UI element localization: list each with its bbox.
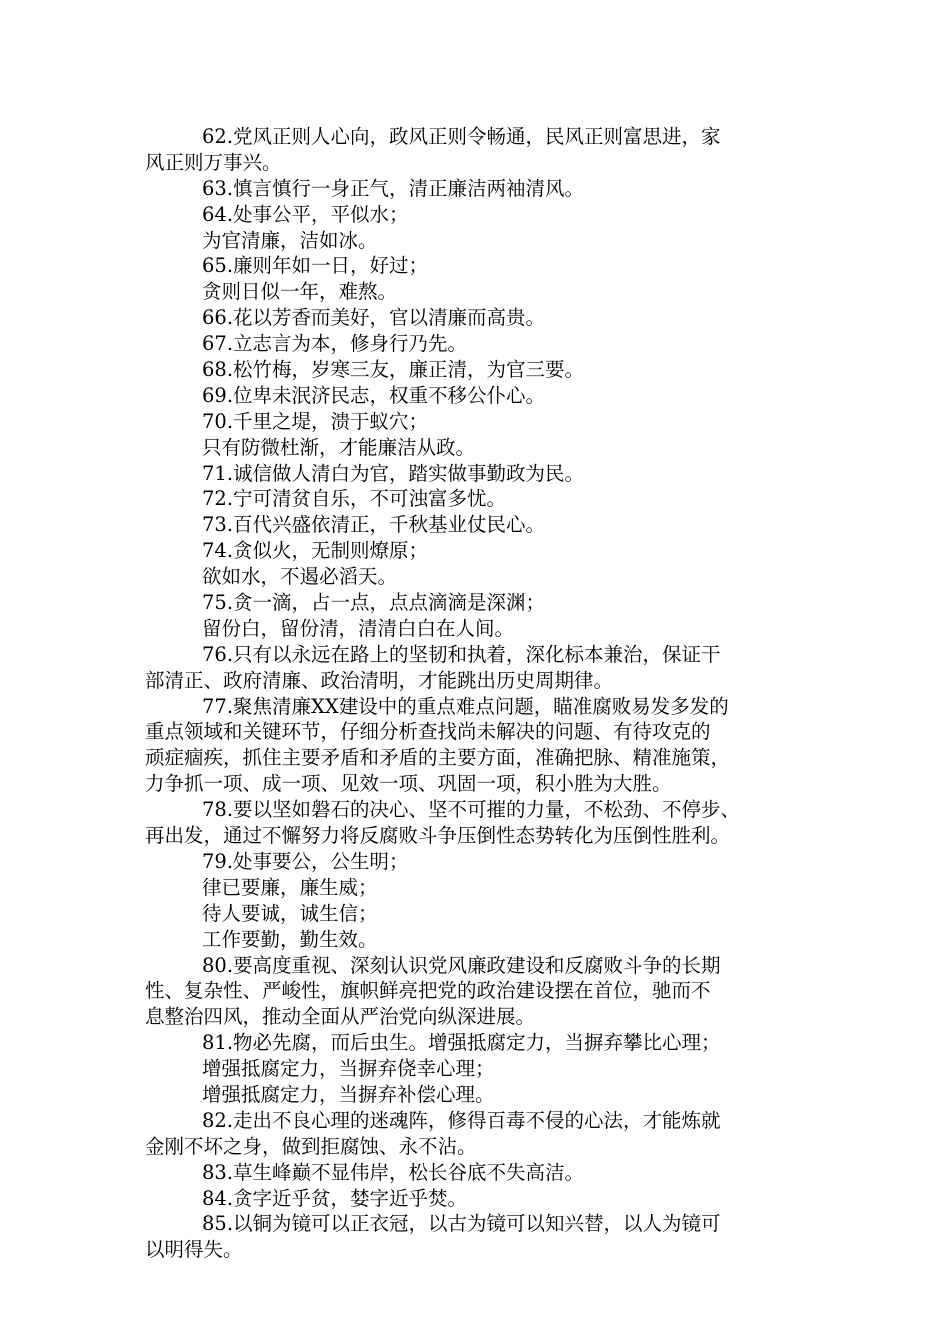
text-line: 再出发，通过不懈努力将反腐败斗争压倒性态势转化为压倒性胜利。 [145, 824, 731, 848]
text-line: 顽症痼疾，抓住主要矛盾和矛盾的主要方面，准确把脉、精准施策， [145, 746, 731, 770]
text-line: 64.处事公平，平似水； [202, 202, 409, 226]
document-page [145, 124, 810, 1263]
text-line: 息整治四风，推动全面从严治党向纵深进展。 [145, 1005, 536, 1029]
text-line: 68.松竹梅，岁寒三友，廉正清，为官三要。 [202, 358, 585, 382]
text-line: 欲如水，不遏必滔天。 [202, 565, 398, 589]
text-line: 部清正、政府清廉、政治清明，才能跳出历史周期律。 [145, 668, 614, 692]
text-line: 67.立志言为本，修身行乃先。 [202, 332, 468, 356]
text-line: 78.要以坚如磐石的决心、坚不可摧的力量，不松劲、不停步、 [202, 798, 741, 822]
text-line: 84.贪字近乎贫，婪字近乎焚。 [202, 1186, 468, 1210]
text-line: 65.廉则年如一日，好过； [202, 254, 429, 278]
text-line: 82.走出不良心理的迷魂阵，修得百毒不侵的心法，才能炼就 [202, 1108, 721, 1132]
text-line: 69.位卑未泯济民志，权重不移公仆心。 [202, 383, 546, 407]
text-line: 74.贪似火，无制则燎原； [202, 539, 429, 563]
text-line: 75.贪一滴，占一点，点点滴滴是深渊； [202, 591, 546, 615]
text-line: 只有防微杜渐，才能廉洁从政。 [202, 435, 476, 459]
text-line: 81.物必先腐，而后虫生。增强抵腐定力，当摒弃攀比心理； [202, 1031, 721, 1055]
text-line: 增强抵腐定力，当摒弃侥幸心理； [202, 1057, 495, 1081]
text-line: 83.草生峰巅不显伟岸，松长谷底不失高洁。 [202, 1160, 585, 1184]
text-line: 风正则万事兴。 [145, 150, 282, 174]
text-line: 工作要勤，勤生效。 [202, 927, 378, 951]
text-line: 增强抵腐定力，当摒弃补偿心理。 [202, 1082, 495, 1106]
text-line: 金刚不坏之身，做到拒腐蚀、永不沾。 [145, 1134, 477, 1158]
text-line: 重点领域和关键环节，仔细分析查找尚未解决的问题、有待攻克的 [145, 720, 711, 744]
text-line: 66.花以芳香而美好，官以清廉而高贵。 [202, 306, 546, 330]
text-line: 律已要廉，廉生威； [202, 875, 378, 899]
text-line: 性、复杂性、严峻性，旗帜鲜亮把党的政治建设摆在首位，驰而不 [145, 979, 711, 1003]
text-line: 留份白，留份清，清清白白在人间。 [202, 616, 515, 640]
text-line: 85.以铜为镜可以正衣冠，以古为镜可以知兴替，以人为镜可 [202, 1212, 721, 1236]
text-line: 力争抓一项、成一项、见效一项、巩固一项，积小胜为大胜。 [145, 772, 672, 796]
text-line: 以明得失。 [145, 1238, 243, 1262]
text-line: 79.处事要公，公生明； [202, 849, 409, 873]
text-line: 为官清廉，洁如冰。 [202, 228, 378, 252]
text-line: 72.宁可清贫自乐，不可浊富多忧。 [202, 487, 507, 511]
text-line: 73.百代兴盛依清正，千秋基业仗民心。 [202, 513, 546, 537]
text-line: 62.党风正则人心向，政风正则令畅通，民风正则富思进，家 [202, 125, 721, 148]
text-line: 71.诚信做人清白为官，踏实做事勤政为民。 [202, 461, 585, 485]
text-line: 77.聚焦清廉XX建设中的重点难点问题，瞄准腐败易发多发的 [202, 694, 729, 718]
text-line: 70.千里之堤，溃于蚁穴； [202, 409, 429, 433]
text-line: 76.只有以永远在路上的坚韧和执着，深化标本兼治，保证干 [202, 642, 721, 666]
text-line: 80.要高度重视、深刻认识党风廉政建设和反腐败斗争的长期 [202, 953, 721, 977]
text-line: 63.慎言慎行一身正气，清正廉洁两袖清风。 [202, 176, 585, 200]
text-line: 贪则日似一年，难熬。 [202, 280, 398, 304]
text-line: 待人要诚，诚生信； [202, 901, 378, 925]
